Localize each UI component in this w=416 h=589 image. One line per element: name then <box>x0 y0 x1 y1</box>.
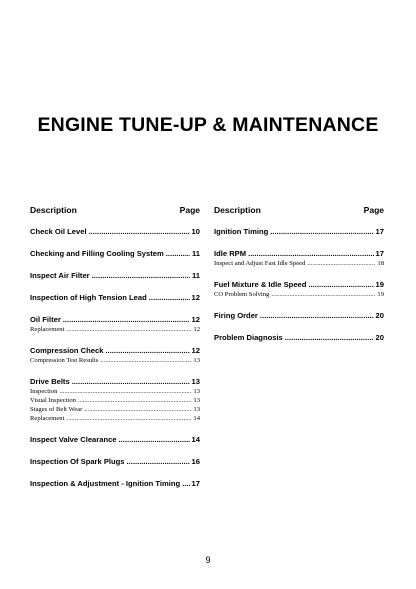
toc-entry-label: Inspection Of Spark Plugs <box>30 457 125 466</box>
toc-entry-page: 12 <box>191 346 200 355</box>
toc-entry-label: Drive Belts <box>30 377 70 386</box>
toc-entry-label: Idle RPM <box>214 249 247 258</box>
toc-subentry[interactable] <box>30 414 200 423</box>
toc-header <box>30 205 200 215</box>
toc-entry-page: 14 <box>191 435 200 444</box>
toc-entry-label: Oil Filter <box>30 315 61 324</box>
toc-entry-page: 10 <box>191 227 200 236</box>
toc-entry-page: 11 <box>191 271 200 280</box>
toc-group <box>30 314 200 334</box>
toc-entry-label: Inspect and Adjust Fast Idle Speed <box>214 260 306 267</box>
dot-leader <box>78 396 191 405</box>
dot-leader <box>66 414 191 423</box>
toc-group <box>214 310 384 321</box>
dot-leader <box>285 332 374 343</box>
toc-list <box>214 226 384 343</box>
toc-entry[interactable] <box>214 310 384 321</box>
toc-subentry[interactable] <box>30 405 200 414</box>
page-title: ENGINE TUNE-UP & MAINTENANCE <box>37 114 379 136</box>
dot-leader <box>260 310 374 321</box>
toc-group <box>214 226 384 237</box>
toc-group <box>214 332 384 343</box>
toc-left-column <box>30 205 200 500</box>
dot-leader <box>182 478 189 489</box>
toc-entry[interactable] <box>30 270 200 281</box>
toc-group <box>30 434 200 445</box>
toc-group <box>30 376 200 423</box>
toc-entry-page: 14 <box>193 415 200 422</box>
toc-entry-page: 12 <box>191 315 200 324</box>
toc-group <box>214 279 384 299</box>
toc-entry[interactable] <box>30 456 200 467</box>
dot-leader <box>89 226 190 237</box>
dot-leader <box>66 325 191 334</box>
toc-entry-page: 17 <box>375 227 384 236</box>
dot-leader <box>100 356 191 365</box>
dot-leader <box>270 226 373 237</box>
toc-list <box>30 226 200 489</box>
toc-entry-page: 13 <box>191 377 200 386</box>
dot-leader <box>92 270 190 281</box>
toc-entry[interactable] <box>30 226 200 237</box>
toc-entry[interactable] <box>30 434 200 445</box>
page-heading: Page <box>179 205 200 215</box>
toc-entry-label: Inspection & Adjustment - Ignition Timing <box>30 479 181 488</box>
toc-entry-label: Ignition Timing <box>214 227 269 236</box>
page-number: 9 <box>205 555 211 565</box>
toc-entry[interactable] <box>30 376 200 387</box>
toc-entry-page: 11 <box>191 249 200 258</box>
toc-group <box>30 226 200 237</box>
toc-entry-page: 13 <box>193 357 200 364</box>
toc-entry[interactable] <box>30 248 200 259</box>
toc-group <box>30 248 200 259</box>
toc-entry-label: Inspect Valve Clearance <box>30 435 117 444</box>
toc-entry-label: Inspection <box>30 388 58 395</box>
toc-entry-label: Compression Test Results <box>30 357 99 364</box>
toc-entry-label: Inspect Air Filter <box>30 271 90 280</box>
toc-entry-label: Inspection of High Tension Lead <box>30 293 147 302</box>
toc-entry-label: Checking and Filling Cooling System <box>30 249 164 258</box>
toc-entry-page: 16 <box>191 457 200 466</box>
toc-entry-page: 20 <box>375 311 384 320</box>
toc-entry-label: Visual Inspection <box>30 397 76 404</box>
toc-right-column <box>214 205 384 354</box>
toc-entry[interactable] <box>30 345 200 356</box>
toc-entry-label: Problem Diagnosis <box>214 333 283 342</box>
toc-entry-label: Stages of Belt Wear <box>30 406 83 413</box>
toc-entry[interactable] <box>214 248 384 259</box>
toc-group <box>214 248 384 268</box>
toc-header <box>214 205 384 215</box>
toc-entry-label: Replacement <box>30 326 65 333</box>
dot-leader <box>271 290 375 299</box>
dot-leader <box>149 292 190 303</box>
toc-subentry[interactable] <box>214 290 384 299</box>
toc-entry-label: CO Problem Solving <box>214 291 270 298</box>
dot-leader <box>63 314 190 325</box>
dot-leader <box>127 456 190 467</box>
dot-leader <box>119 434 190 445</box>
dot-leader <box>105 345 189 356</box>
toc-entry-label: Replacement <box>30 415 65 422</box>
toc-entry-label: Fuel Mixture & Idle Speed <box>214 280 307 289</box>
toc-entry-page: 19 <box>375 280 384 289</box>
toc-group <box>30 270 200 281</box>
dot-leader <box>248 248 373 259</box>
toc-subentry[interactable] <box>30 325 200 334</box>
toc-entry-page: 19 <box>377 291 384 298</box>
description-heading: Description <box>214 205 261 215</box>
dot-leader <box>308 279 373 290</box>
toc-entry-label: Firing Order <box>214 311 258 320</box>
toc-group <box>30 456 200 467</box>
toc-entry[interactable] <box>214 279 384 290</box>
toc-entry[interactable] <box>214 332 384 343</box>
page-heading: Page <box>363 205 384 215</box>
toc-entry-page: 20 <box>375 333 384 342</box>
dot-leader <box>307 259 375 268</box>
dot-leader <box>166 248 190 259</box>
toc-entry-page: 18 <box>377 260 384 267</box>
toc-subentry[interactable] <box>30 387 200 396</box>
toc-subentry[interactable] <box>30 356 200 365</box>
toc-entry-label: Check Oil Level <box>30 227 87 236</box>
dot-leader <box>84 405 191 414</box>
description-heading: Description <box>30 205 77 215</box>
toc-entry-page: 13 <box>193 406 200 413</box>
toc-group <box>30 478 200 489</box>
toc-entry[interactable] <box>30 314 200 325</box>
toc-entry-page: 17 <box>375 249 384 258</box>
toc-entry-page: 13 <box>193 397 200 404</box>
toc-entry-page: 12 <box>193 326 200 333</box>
dot-leader <box>72 376 190 387</box>
dot-leader <box>59 387 191 396</box>
toc-group <box>30 345 200 365</box>
toc-entry-page: 13 <box>193 388 200 395</box>
toc-entry-page: 17 <box>191 479 200 488</box>
toc-subentry[interactable] <box>214 259 384 268</box>
toc-entry-page: 12 <box>191 293 200 302</box>
toc-entry-label: Compression Check <box>30 346 104 355</box>
toc-group <box>30 292 200 303</box>
toc-entry[interactable] <box>30 292 200 303</box>
toc-entry[interactable] <box>214 226 384 237</box>
toc-subentry[interactable] <box>30 396 200 405</box>
toc-entry[interactable] <box>30 478 200 489</box>
